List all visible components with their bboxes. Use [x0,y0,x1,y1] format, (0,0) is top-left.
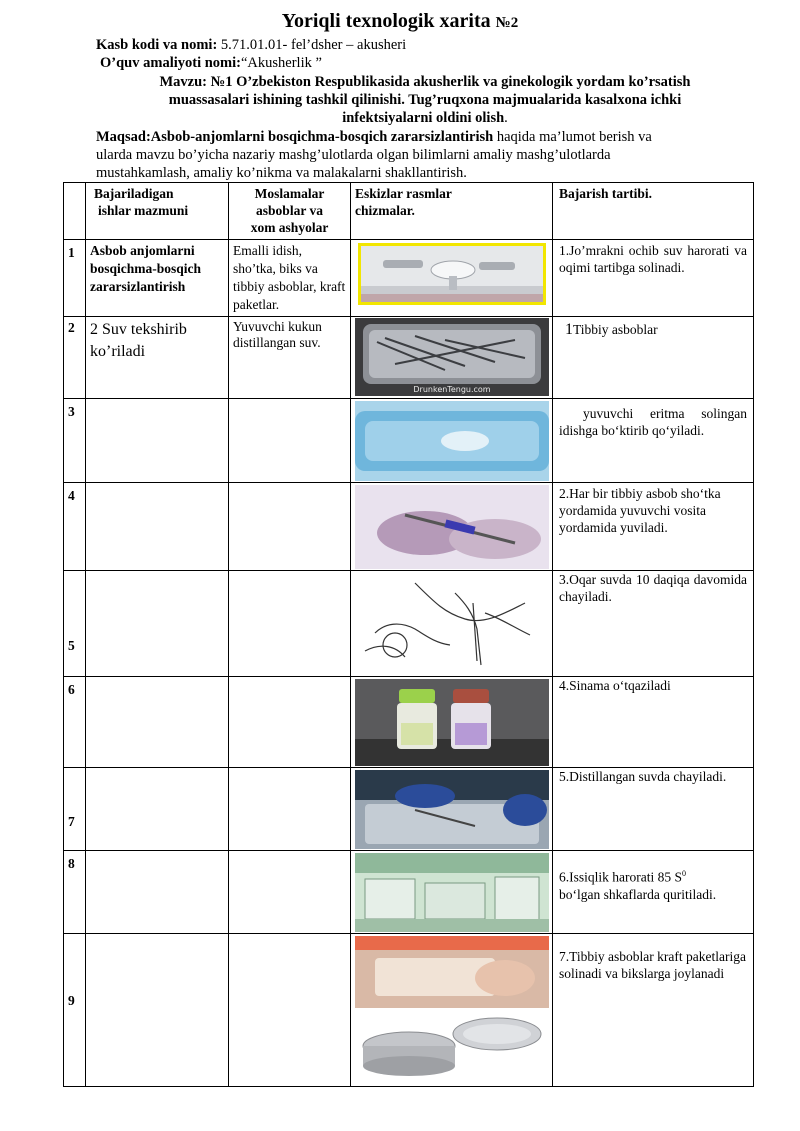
row-number: 9 [64,934,86,1087]
step-text: 4.Sinama o‘tqaziladi [559,678,671,693]
work-cell [86,571,229,677]
tools-cell [229,677,351,768]
kasb-line [96,36,406,54]
table-row [64,483,754,571]
header-work-l1: Bajariladigan [94,186,174,201]
biks-photo [355,1012,549,1084]
faucet-icon [361,246,543,302]
title-text: Yoriqli texnologik xarita [281,10,491,32]
step-cell [553,240,754,317]
work-cell [86,768,229,851]
quv-value: “Akusherlik ” [240,55,322,71]
tools-cell [229,851,351,934]
step-cell [553,571,754,677]
step-text: 5.Distillangan suvda chayiladi. [559,769,727,784]
instrument-tray-icon [355,318,549,396]
work-cell [86,851,229,934]
rinsing-hands-icon [355,573,549,673]
quv-line [100,54,322,72]
work-cell [86,934,229,1087]
step-text: Tibbiy asboblar [573,322,658,337]
kraft-packing-icon [355,936,549,1008]
soaking-photo [355,401,549,481]
drying-room-icon [355,853,549,932]
table-row [64,317,754,399]
packing-photo [355,936,549,1008]
step-text-a: 6.Issiqlik harorati 85 S [559,869,682,885]
instruments-tray-photo [355,318,549,396]
row-number: 4 [64,483,86,571]
title-number: №2 [495,15,519,31]
step-text [559,865,747,886]
tools-cell [229,768,351,851]
sketch-cell [351,571,553,677]
step-text-b: bo‘lgan shkaflarda quritiladi. [559,886,717,902]
sterilization-drum-icon [355,1012,549,1084]
sketch-cell [351,483,553,571]
brushing-instrument-icon [355,485,549,569]
table-row [64,240,754,317]
drying-cabinet-photo [355,853,549,932]
image-caption: DrunkenTengu.com [412,385,491,394]
header-num-cell [64,183,86,240]
tools-cell [229,399,351,483]
header-tools [229,183,351,240]
distilled-rinse-icon [355,770,549,849]
step-number: 1 [565,321,573,338]
maqsad-line-1 [96,128,652,146]
sketch-cell [351,399,553,483]
tools-cell: Yuvuvchi kukun distillangan suv. [229,317,351,399]
kasb-label: Kasb kodi va nomi: [96,37,218,53]
maqsad-line-2: ularda mavzu bo’yicha nazariy mashg’ulotlarda olgan bilimlarni amaliy mashg’ulotlarda [96,147,611,163]
tools-cell [229,483,351,571]
row-number: 3 [64,399,86,483]
step-cell [553,768,754,851]
row-number: 6 [64,677,86,768]
step-cell [553,677,754,768]
mavzu-line-3 [80,109,770,127]
sketch-cell [351,851,553,934]
page-title [0,10,800,33]
work-cell: 2 Suv tekshirib ko’riladi [86,317,229,399]
sketch-cell [351,317,553,399]
distilled-rinse-photo [355,770,549,849]
test-vials-icon [355,679,549,766]
tools-cell [229,934,351,1087]
maqsad-label: Maqsad:Asbob-anjomlarni bosqichma-bosqich zararsizlantirish [96,129,494,145]
tools-cell: Emalli idish, sho’tka, biks va tibbiy asboblar, kraft paketlar. [229,240,351,317]
mavzu-dot: . [504,110,508,126]
header-sketch-l1: Eskizlar rasmlar [355,186,452,201]
header-tools-l3: xom ashyolar [250,220,329,235]
step-cell [553,851,754,934]
mavzu-line-1: Mavzu: №1 O’zbekiston Respublikasida akusherlik va ginekologik yordam ko’rsatish [159,74,691,90]
step-text: 7.Tibbiy asboblar kraft paketlariga solinadi va bikslarga joylanadi [559,949,746,981]
mavzu-line-3-text: infektsiyalarni oldini olish [342,110,505,126]
table-row [64,934,754,1087]
quv-label: O’quv amaliyoti nomi: [100,55,241,71]
kasb-value: 5.71.01.01- fel’dsher – akusheri [217,37,407,53]
table-row [64,851,754,934]
row-number: 1 [64,240,86,317]
row-number: 2 [64,317,86,399]
step-cell [553,399,754,483]
test-vials-photo [355,679,549,766]
header-work [86,183,229,240]
header-work-l2: ishlar mazmuni [98,203,189,218]
step-cell [553,934,754,1087]
degree-sup: 0 [682,869,686,878]
work-cell: Asbob anjomlarni bosqichma-bosqich zararsizlantirish [86,240,229,317]
tech-map-table [63,182,754,1087]
header-tools-l2: asboblar va [256,203,323,218]
table-row [64,768,754,851]
maqsad-text-1: haqida ma’lumot berish va [493,129,652,145]
maqsad-line-3: mustahkamlash, amaliy ko’nikma va malakalarni shakllantirish. [96,165,467,181]
table-row [64,677,754,768]
work-cell [86,677,229,768]
step-text: 2.Har bir tibbiy asbob sho‘tka yordamida yuvuvchi vosita yordamida yuviladi. [559,486,721,535]
step-text: 3.Oqar suvda 10 daqiqa davomida chayiladi. [559,572,747,604]
header-tools-l1: Moslamalar [254,186,325,201]
step-cell [553,483,754,571]
sketch-cell [351,934,553,1087]
soaking-basin-icon [355,401,549,481]
faucet-photo [358,243,546,305]
work-cell [86,399,229,483]
row-number: 8 [64,851,86,934]
header-steps: Bajarish tartibi. [553,183,754,240]
step-text: yuvuvchi eritma solingan idishga bo‘ktirib qo‘yiladi. [559,406,747,438]
work-cell [86,483,229,571]
table-row [64,571,754,677]
mavzu-line-2: muassasalari ishining tashkil qilinishi. Tug’ruqxona majmualarida kasalxona ichki [168,92,682,108]
rinsing-drawing [355,573,549,673]
step-text: 1.Jo’mrakni ochib suv harorati va oqimi tartibga solinadi. [559,243,747,275]
sketch-cell [351,677,553,768]
header-sketch-l2: chizmalar. [355,203,415,218]
table-row [64,399,754,483]
row-number: 7 [64,768,86,851]
sketch-cell [351,768,553,851]
sketch-cell [351,240,553,317]
step-cell [553,317,754,399]
brushing-photo [355,485,549,569]
tools-cell [229,571,351,677]
row-number: 5 [64,571,86,677]
table-header-row [64,183,754,240]
header-sketch [351,183,553,240]
